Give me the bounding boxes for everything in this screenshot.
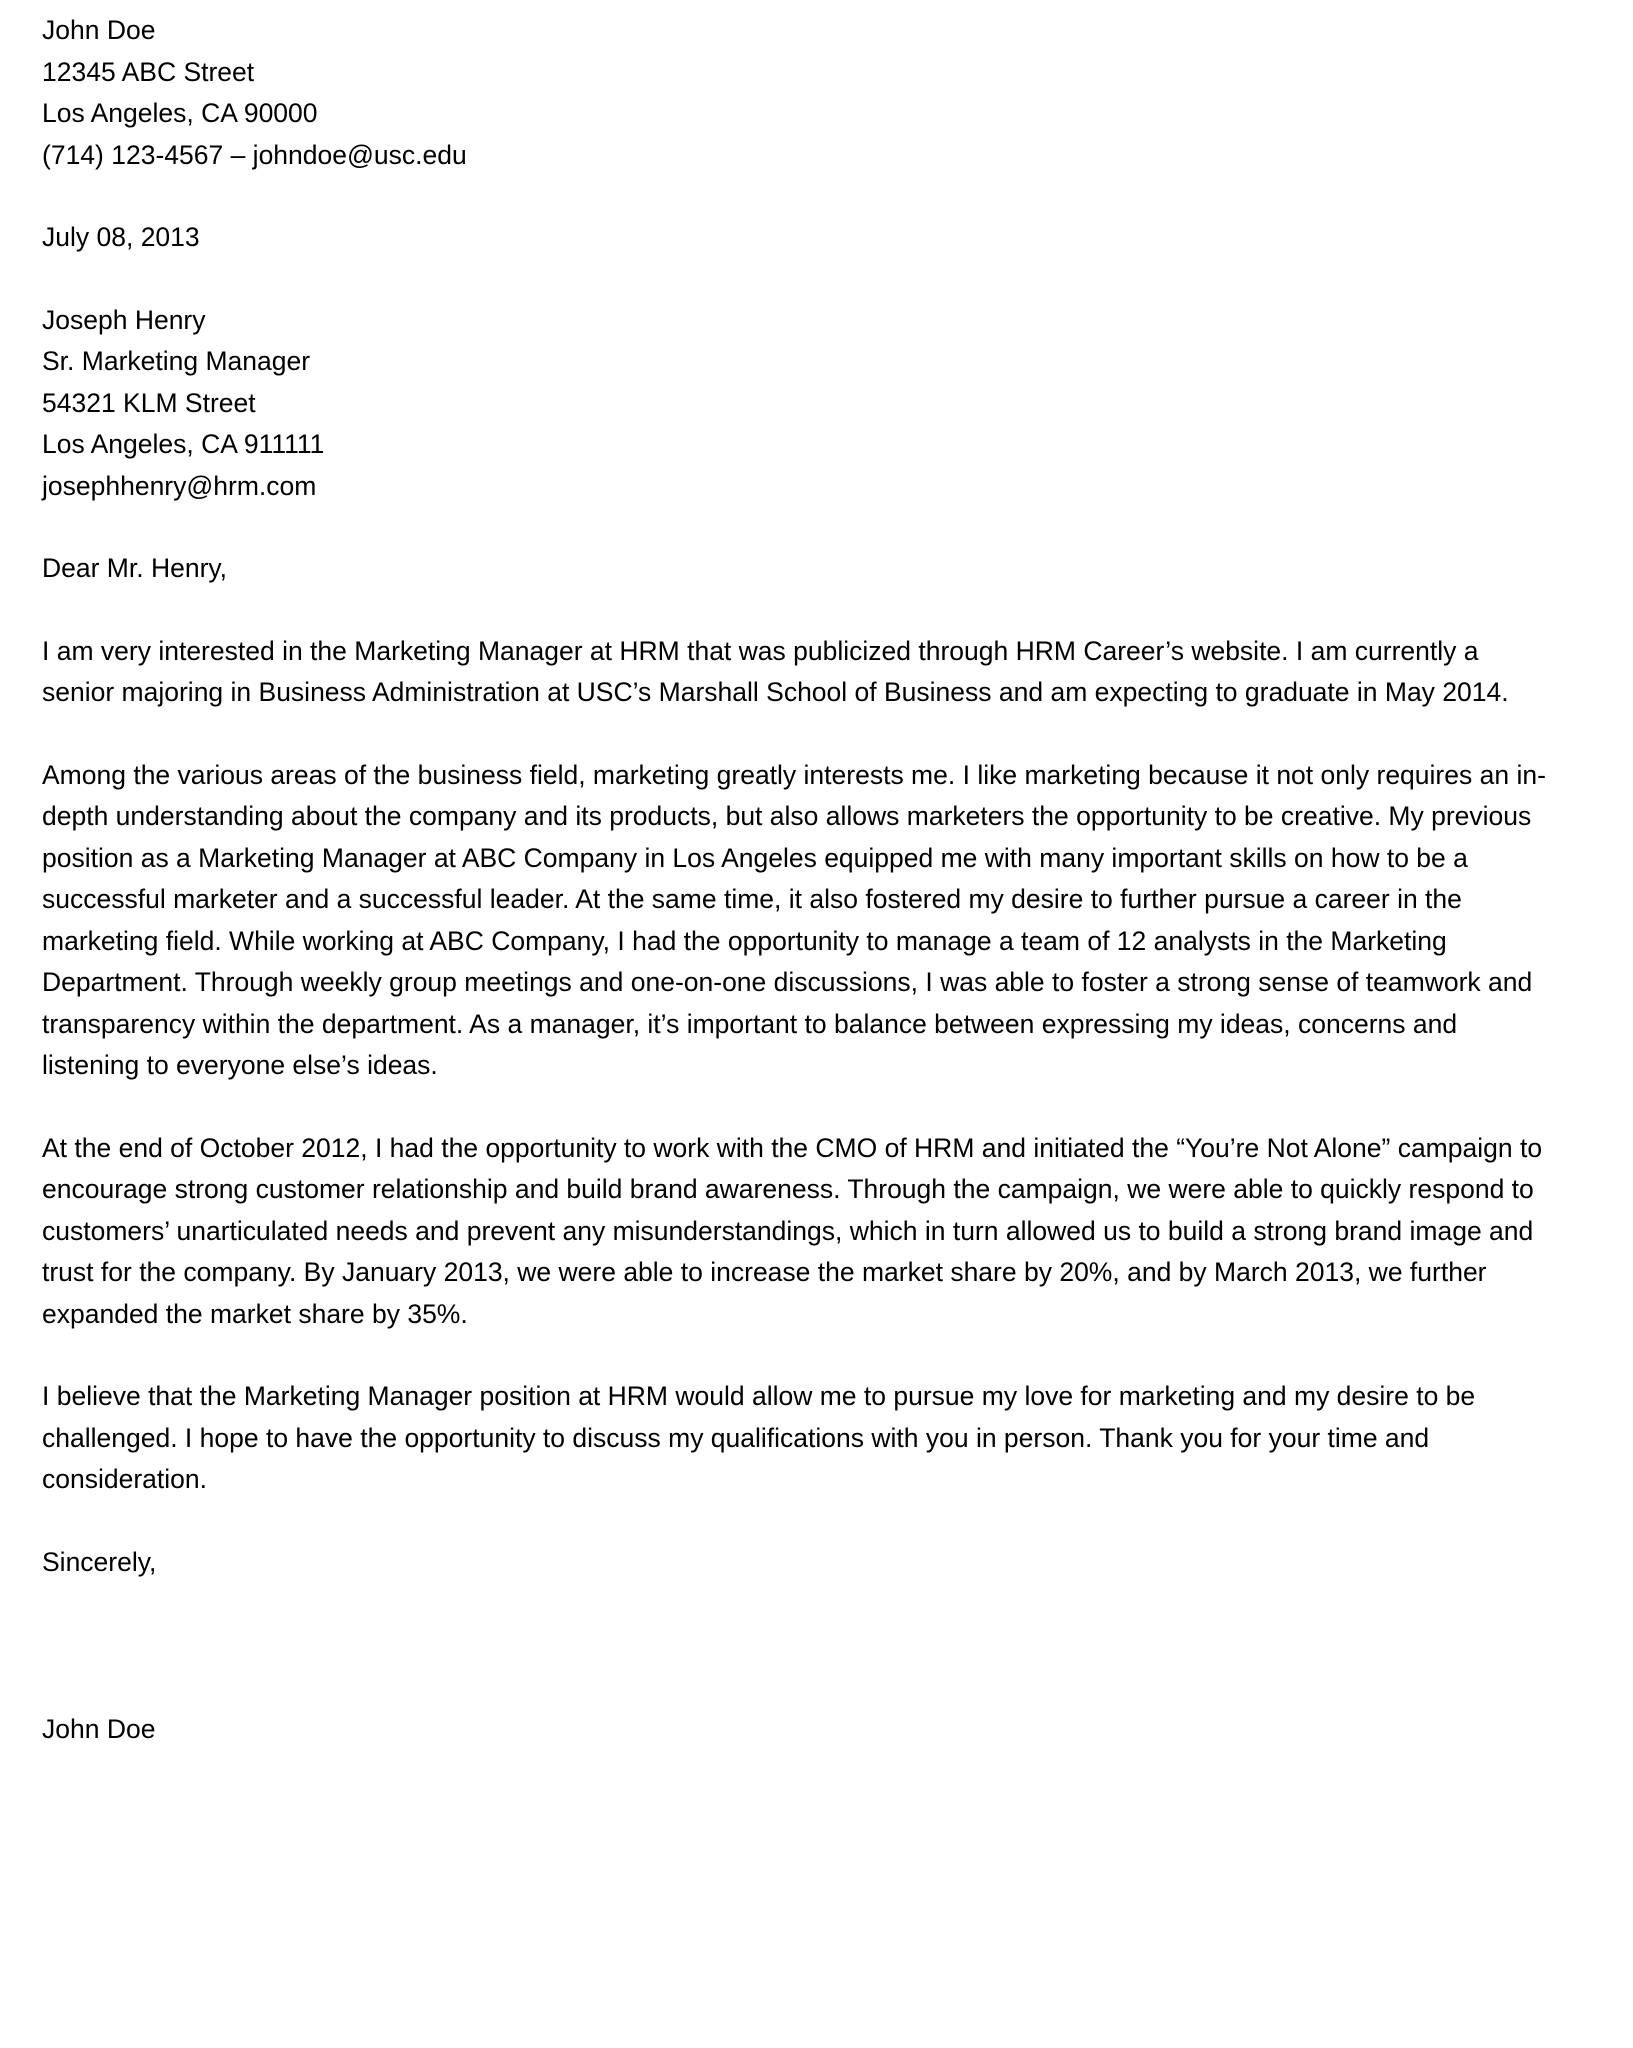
recipient-city-state-zip: Los Angeles, CA 911111 — [42, 429, 325, 459]
spacer-after-salutation — [42, 590, 1557, 631]
signature-space — [42, 1583, 1557, 1709]
spacer-after-recipient — [42, 507, 1557, 548]
salutation — [42, 548, 1557, 590]
salutation-text: Dear Mr. Henry, — [42, 553, 228, 583]
recipient-email: josephhenry@hrm.com — [42, 470, 317, 501]
recipient-name: Joseph Henry — [42, 304, 206, 335]
spacer-after-paragraph-3 — [42, 1335, 1557, 1376]
body-paragraph-3: At the end of October 2012, I had the opportunity to work with the CMO of HRM and initiated the “You’re Not Alone” campaign to encourage strong customer relationship and build brand awareness. Through the campaign, we were able to quickly respond to customers’ unarticulated needs and prevent any misunderstandings, which in turn allowed us to build a strong brand image and trust for the company. By January 2013, we were able to increase the market share by 20%, and by March 2013, we further expanded the market share by 35%. — [42, 1132, 1543, 1329]
body-paragraph-2: Among the various areas of the business field, marketing greatly interests me. I like marketing because it not only requires an in-depth understanding about the company and its products, but also allows marketers the opportunity to be creative. My previous position as a Marketing Manager at ABC Company in Los Angeles equipped me with many important skills on how to be a successful marketer and a successful leader. At the same time, it also fostered my desire to further pursue a career in the marketing field. While working at ABC Company, I had the opportunity to manage a team of 12 analysts in the Marketing Department. Through weekly group meetings and one-on-one discussions, I was able to foster a strong sense of teamwork and transparency within the department. As a manager, it’s important to balance between expressing my ideas, concerns and listening to everyone else’s ideas. — [42, 759, 1546, 1080]
spacer-after-paragraph-1 — [42, 714, 1557, 755]
body-paragraph-4: I believe that the Marketing Manager position at HRM would allow me to pursue my love for marketing and my desire to be challenged. I hope to have the opportunity to discuss my qualifications with you in person. Thank you for your time and consideration. — [42, 1381, 1476, 1494]
spacer-after-paragraph-4 — [42, 1501, 1557, 1542]
signature-block — [42, 1709, 1557, 1751]
closing-text: Sincerely, — [42, 1546, 157, 1577]
recipient-street: 54321 KLM Street — [42, 387, 256, 418]
signature-name: John Doe — [42, 1714, 156, 1744]
spacer-after-paragraph-2 — [42, 1087, 1557, 1128]
sender-phone-email: (714) 123-4567 – johndoe@usc.edu — [42, 139, 467, 170]
recipient-address-block — [42, 300, 1557, 508]
spacer-after-sender — [42, 176, 1557, 217]
letter-date: July 08, 2013 — [42, 222, 200, 252]
date-block — [42, 217, 1557, 259]
spacer-after-date — [42, 259, 1557, 300]
cover-letter-body — [42, 10, 1557, 1751]
sender-address-block — [42, 10, 1557, 176]
sender-street: 12345 ABC Street — [42, 56, 255, 87]
recipient-title: Sr. Marketing Manager — [42, 346, 311, 376]
closing-block — [42, 1542, 1557, 1584]
sender-name: John Doe — [42, 15, 156, 45]
body-paragraph-1: I am very interested in the Marketing Manager at HRM that was publicized through HRM Career’s website. I am currently a senior majoring in Business Administration at USC’s Marshall School of Business and am expecting to graduate in May 2014. — [42, 635, 1509, 707]
sender-city-state-zip: Los Angeles, CA 90000 — [42, 98, 318, 128]
